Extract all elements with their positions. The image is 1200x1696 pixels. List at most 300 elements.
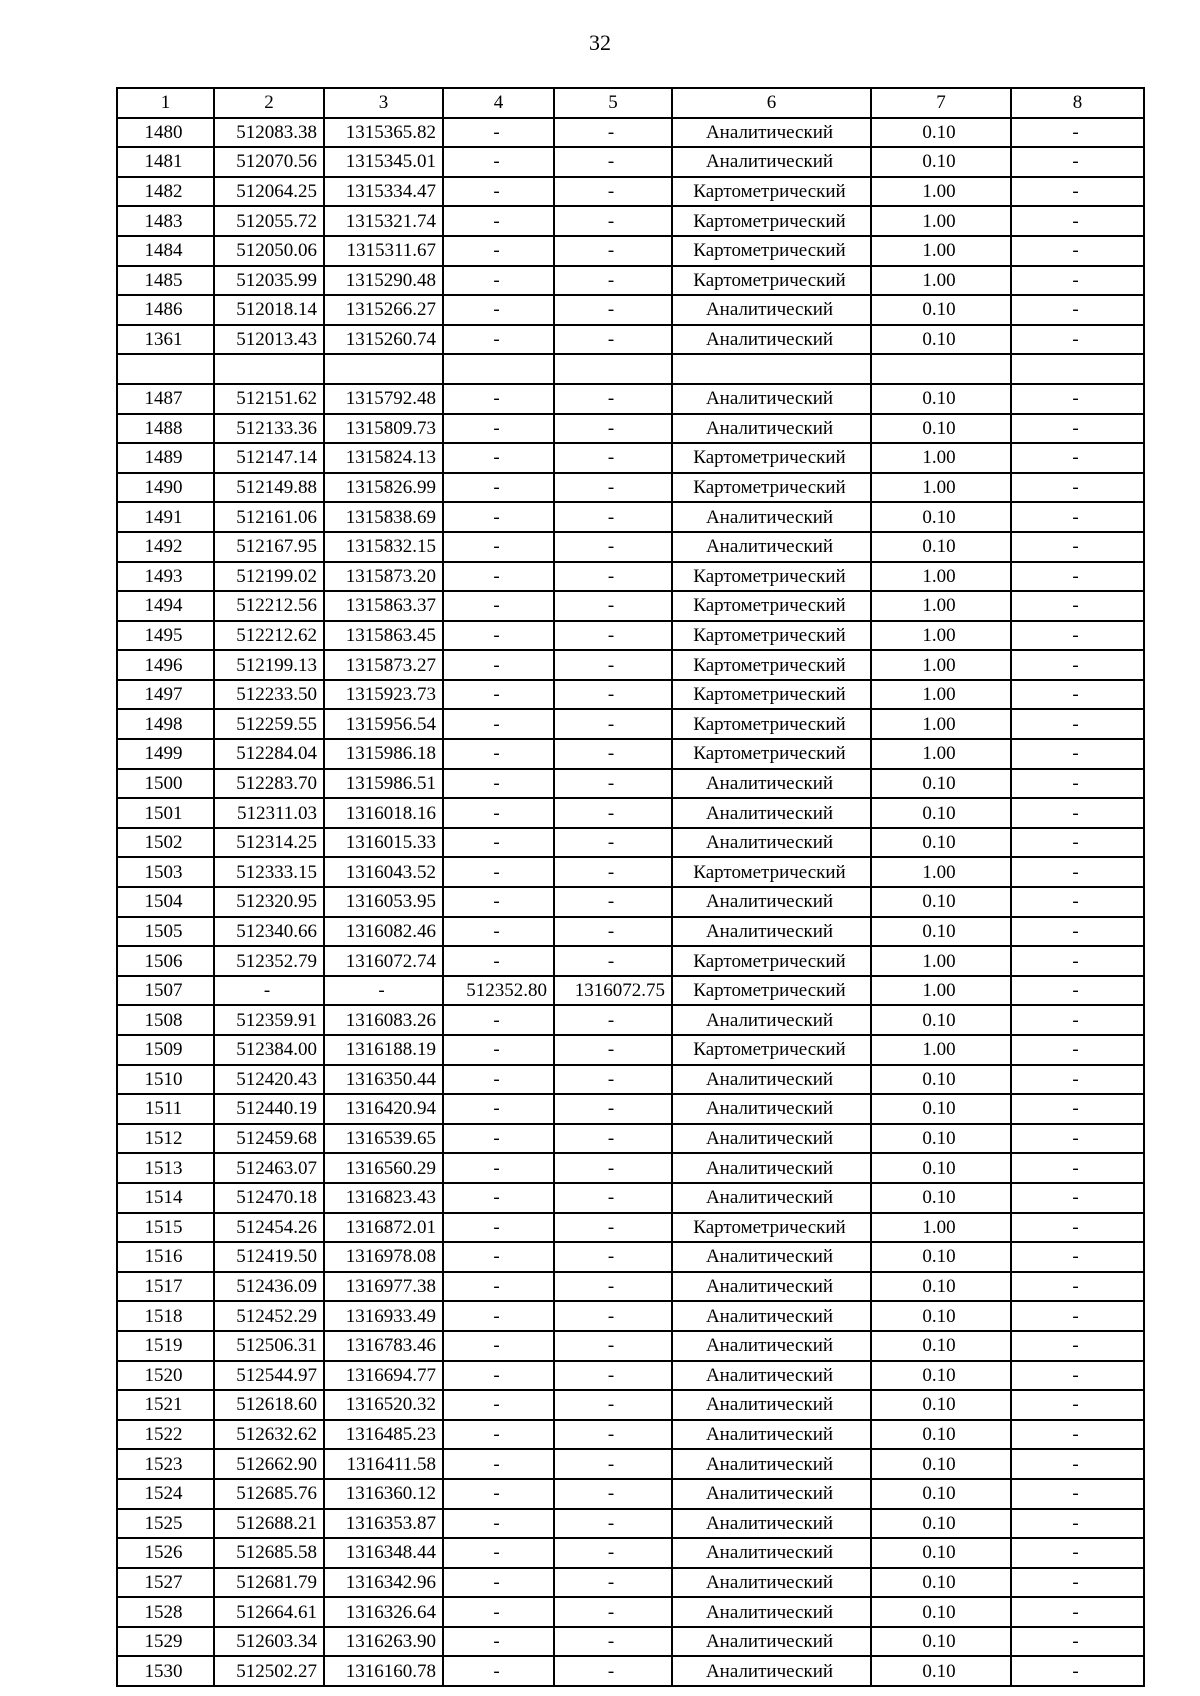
point-number-cell: 1512 bbox=[117, 1124, 214, 1154]
column-header: 8 bbox=[1011, 88, 1144, 118]
y-coordinate-cell: 1316263.90 bbox=[324, 1627, 443, 1657]
method-cell: Аналитический bbox=[672, 1538, 871, 1568]
point-number-cell: 1507 bbox=[117, 976, 214, 1006]
table-row bbox=[117, 946, 1144, 976]
y-alt-cell: - bbox=[554, 1035, 672, 1065]
y-coordinate-cell: 1316018.16 bbox=[324, 798, 443, 828]
accuracy-cell: 0.10 bbox=[871, 1420, 1011, 1450]
table-row bbox=[117, 532, 1144, 562]
note-cell: - bbox=[1011, 1597, 1144, 1627]
point-number-cell bbox=[117, 354, 214, 384]
x-alt-cell: - bbox=[443, 118, 554, 148]
x-alt-cell: - bbox=[443, 1094, 554, 1124]
method-cell: Аналитический bbox=[672, 295, 871, 325]
accuracy-cell: 1.00 bbox=[871, 709, 1011, 739]
x-alt-cell: - bbox=[443, 709, 554, 739]
x-alt-cell: - bbox=[443, 1213, 554, 1243]
accuracy-cell: 0.10 bbox=[871, 1094, 1011, 1124]
x-alt-cell: - bbox=[443, 798, 554, 828]
accuracy-cell: 0.10 bbox=[871, 1065, 1011, 1095]
point-number-cell: 1513 bbox=[117, 1153, 214, 1183]
table-row bbox=[117, 236, 1144, 266]
table-row bbox=[117, 414, 1144, 444]
point-number-cell: 1518 bbox=[117, 1301, 214, 1331]
x-coordinate-cell: 512340.66 bbox=[214, 917, 324, 947]
note-cell: - bbox=[1011, 236, 1144, 266]
y-coordinate-cell: 1316342.96 bbox=[324, 1568, 443, 1598]
accuracy-cell: 0.10 bbox=[871, 887, 1011, 917]
x-alt-cell: 512352.80 bbox=[443, 976, 554, 1006]
accuracy-cell: 0.10 bbox=[871, 1568, 1011, 1598]
method-cell: Картометрический bbox=[672, 177, 871, 207]
y-alt-cell: - bbox=[554, 443, 672, 473]
method-cell: Аналитический bbox=[672, 147, 871, 177]
y-alt-cell: - bbox=[554, 798, 672, 828]
table-row bbox=[117, 1124, 1144, 1154]
table-header-row bbox=[117, 88, 1144, 118]
y-alt-cell: - bbox=[554, 1509, 672, 1539]
x-coordinate-cell: 512470.18 bbox=[214, 1183, 324, 1213]
note-cell: - bbox=[1011, 1449, 1144, 1479]
x-coordinate-cell: 512151.62 bbox=[214, 384, 324, 414]
table-row bbox=[117, 976, 1144, 1006]
y-alt-cell: - bbox=[554, 118, 672, 148]
y-coordinate-cell: 1316783.46 bbox=[324, 1331, 443, 1361]
point-number-cell: 1505 bbox=[117, 917, 214, 947]
note-cell: - bbox=[1011, 1213, 1144, 1243]
table-row bbox=[117, 1597, 1144, 1627]
y-alt-cell: - bbox=[554, 206, 672, 236]
note-cell: - bbox=[1011, 591, 1144, 621]
point-number-cell: 1525 bbox=[117, 1509, 214, 1539]
y-alt-cell: - bbox=[554, 709, 672, 739]
point-number-cell: 1494 bbox=[117, 591, 214, 621]
x-alt-cell: - bbox=[443, 1390, 554, 1420]
note-cell: - bbox=[1011, 828, 1144, 858]
x-coordinate-cell: 512463.07 bbox=[214, 1153, 324, 1183]
x-coordinate-cell: 512506.31 bbox=[214, 1331, 324, 1361]
column-header: 4 bbox=[443, 88, 554, 118]
table-row bbox=[117, 177, 1144, 207]
point-number-cell: 1496 bbox=[117, 650, 214, 680]
x-alt-cell: - bbox=[443, 1005, 554, 1035]
x-coordinate-cell: 512502.27 bbox=[214, 1656, 324, 1686]
note-cell: - bbox=[1011, 473, 1144, 503]
point-number-cell: 1511 bbox=[117, 1094, 214, 1124]
method-cell: Аналитический bbox=[672, 798, 871, 828]
note-cell: - bbox=[1011, 1390, 1144, 1420]
y-alt-cell: - bbox=[554, 1242, 672, 1272]
note-cell: - bbox=[1011, 266, 1144, 296]
y-coordinate-cell: 1316977.38 bbox=[324, 1272, 443, 1302]
table-row bbox=[117, 1213, 1144, 1243]
point-number-cell: 1514 bbox=[117, 1183, 214, 1213]
y-alt-cell: - bbox=[554, 325, 672, 355]
note-cell: - bbox=[1011, 1005, 1144, 1035]
column-header: 7 bbox=[871, 88, 1011, 118]
point-number-cell: 1521 bbox=[117, 1390, 214, 1420]
method-cell: Аналитический bbox=[672, 1656, 871, 1686]
x-alt-cell: - bbox=[443, 502, 554, 532]
table-row bbox=[117, 473, 1144, 503]
y-coordinate-cell: 1315321.74 bbox=[324, 206, 443, 236]
note-cell: - bbox=[1011, 1420, 1144, 1450]
column-header: 2 bbox=[214, 88, 324, 118]
method-cell: Картометрический bbox=[672, 946, 871, 976]
x-coordinate-cell: 512352.79 bbox=[214, 946, 324, 976]
x-coordinate-cell: 512359.91 bbox=[214, 1005, 324, 1035]
x-alt-cell: - bbox=[443, 1449, 554, 1479]
accuracy-cell: 1.00 bbox=[871, 236, 1011, 266]
method-cell: Картометрический bbox=[672, 206, 871, 236]
x-coordinate-cell: 512688.21 bbox=[214, 1509, 324, 1539]
y-coordinate-cell: 1316933.49 bbox=[324, 1301, 443, 1331]
y-coordinate-cell: 1316539.65 bbox=[324, 1124, 443, 1154]
method-cell: Аналитический bbox=[672, 1242, 871, 1272]
x-coordinate-cell: 512603.34 bbox=[214, 1627, 324, 1657]
accuracy-cell: 0.10 bbox=[871, 1509, 1011, 1539]
point-number-cell: 1361 bbox=[117, 325, 214, 355]
point-number-cell: 1528 bbox=[117, 1597, 214, 1627]
method-cell: Аналитический bbox=[672, 1094, 871, 1124]
x-alt-cell: - bbox=[443, 1035, 554, 1065]
table-row bbox=[117, 1390, 1144, 1420]
y-coordinate-cell: 1315956.54 bbox=[324, 709, 443, 739]
x-coordinate-cell: 512685.58 bbox=[214, 1538, 324, 1568]
table-row bbox=[117, 295, 1144, 325]
y-alt-cell: - bbox=[554, 1301, 672, 1331]
point-number-cell: 1509 bbox=[117, 1035, 214, 1065]
x-coordinate-cell: 512070.56 bbox=[214, 147, 324, 177]
note-cell: - bbox=[1011, 414, 1144, 444]
column-header: 3 bbox=[324, 88, 443, 118]
table-row bbox=[117, 1183, 1144, 1213]
x-alt-cell: - bbox=[443, 1331, 554, 1361]
y-alt-cell: - bbox=[554, 1361, 672, 1391]
y-coordinate-cell: 1315873.20 bbox=[324, 562, 443, 592]
point-number-cell: 1519 bbox=[117, 1331, 214, 1361]
y-alt-cell: - bbox=[554, 1420, 672, 1450]
y-coordinate-cell: 1316872.01 bbox=[324, 1213, 443, 1243]
accuracy-cell: 1.00 bbox=[871, 443, 1011, 473]
method-cell: Аналитический bbox=[672, 532, 871, 562]
x-alt-cell: - bbox=[443, 680, 554, 710]
y-coordinate-cell: 1315260.74 bbox=[324, 325, 443, 355]
table-body bbox=[117, 118, 1144, 1686]
point-number-cell: 1482 bbox=[117, 177, 214, 207]
accuracy-cell: 0.10 bbox=[871, 1361, 1011, 1391]
y-coordinate-cell: 1315824.13 bbox=[324, 443, 443, 473]
accuracy-cell: 1.00 bbox=[871, 621, 1011, 651]
y-alt-cell: - bbox=[554, 1005, 672, 1035]
y-coordinate-cell: 1315923.73 bbox=[324, 680, 443, 710]
table-row bbox=[117, 680, 1144, 710]
note-cell: - bbox=[1011, 532, 1144, 562]
x-coordinate-cell: 512064.25 bbox=[214, 177, 324, 207]
x-coordinate-cell: 512419.50 bbox=[214, 1242, 324, 1272]
point-number-cell: 1530 bbox=[117, 1656, 214, 1686]
y-alt-cell: - bbox=[554, 1153, 672, 1183]
point-number-cell: 1515 bbox=[117, 1213, 214, 1243]
y-alt-cell: - bbox=[554, 1213, 672, 1243]
x-coordinate-cell bbox=[214, 354, 324, 384]
x-alt-cell: - bbox=[443, 532, 554, 562]
x-alt-cell: - bbox=[443, 1509, 554, 1539]
y-coordinate-cell: 1316053.95 bbox=[324, 887, 443, 917]
point-number-cell: 1500 bbox=[117, 769, 214, 799]
y-alt-cell: - bbox=[554, 147, 672, 177]
x-coordinate-cell: 512283.70 bbox=[214, 769, 324, 799]
note-cell: - bbox=[1011, 946, 1144, 976]
accuracy-cell: 0.10 bbox=[871, 147, 1011, 177]
method-cell: Аналитический bbox=[672, 1509, 871, 1539]
x-alt-cell: - bbox=[443, 295, 554, 325]
x-alt-cell: - bbox=[443, 650, 554, 680]
x-alt-cell: - bbox=[443, 1420, 554, 1450]
coordinates-table bbox=[116, 87, 1145, 1687]
y-coordinate-cell: 1315826.99 bbox=[324, 473, 443, 503]
accuracy-cell: 0.10 bbox=[871, 1390, 1011, 1420]
y-alt-cell: - bbox=[554, 1390, 672, 1420]
method-cell bbox=[672, 354, 871, 384]
note-cell: - bbox=[1011, 1361, 1144, 1391]
x-coordinate-cell: 512320.95 bbox=[214, 887, 324, 917]
y-coordinate-cell bbox=[324, 354, 443, 384]
note-cell: - bbox=[1011, 177, 1144, 207]
y-alt-cell: - bbox=[554, 769, 672, 799]
note-cell: - bbox=[1011, 1242, 1144, 1272]
y-coordinate-cell: 1316082.46 bbox=[324, 917, 443, 947]
note-cell: - bbox=[1011, 384, 1144, 414]
x-coordinate-cell: 512199.13 bbox=[214, 650, 324, 680]
table-row bbox=[117, 917, 1144, 947]
y-alt-cell: - bbox=[554, 680, 672, 710]
y-coordinate-cell: 1315345.01 bbox=[324, 147, 443, 177]
y-coordinate-cell: 1315809.73 bbox=[324, 414, 443, 444]
note-cell: - bbox=[1011, 917, 1144, 947]
method-cell: Аналитический bbox=[672, 118, 871, 148]
table-row bbox=[117, 118, 1144, 148]
table-row bbox=[117, 887, 1144, 917]
x-coordinate-cell: 512259.55 bbox=[214, 709, 324, 739]
point-number-cell: 1486 bbox=[117, 295, 214, 325]
x-alt-cell: - bbox=[443, 1301, 554, 1331]
accuracy-cell: 0.10 bbox=[871, 414, 1011, 444]
accuracy-cell: 0.10 bbox=[871, 1597, 1011, 1627]
method-cell: Аналитический bbox=[672, 1065, 871, 1095]
note-cell: - bbox=[1011, 443, 1144, 473]
table-row bbox=[117, 739, 1144, 769]
y-coordinate-cell: 1316411.58 bbox=[324, 1449, 443, 1479]
point-number-cell: 1480 bbox=[117, 118, 214, 148]
accuracy-cell: 1.00 bbox=[871, 177, 1011, 207]
method-cell: Картометрический bbox=[672, 976, 871, 1006]
table-row bbox=[117, 562, 1144, 592]
y-alt-cell: - bbox=[554, 414, 672, 444]
point-number-cell: 1508 bbox=[117, 1005, 214, 1035]
table-row bbox=[117, 1065, 1144, 1095]
y-alt-cell: - bbox=[554, 1538, 672, 1568]
x-alt-cell: - bbox=[443, 1153, 554, 1183]
x-coordinate-cell: 512149.88 bbox=[214, 473, 324, 503]
note-cell: - bbox=[1011, 1124, 1144, 1154]
y-alt-cell: - bbox=[554, 1331, 672, 1361]
table-row bbox=[117, 206, 1144, 236]
accuracy-cell: 1.00 bbox=[871, 591, 1011, 621]
point-number-cell: 1524 bbox=[117, 1479, 214, 1509]
accuracy-cell: 1.00 bbox=[871, 857, 1011, 887]
x-coordinate-cell: 512420.43 bbox=[214, 1065, 324, 1095]
x-coordinate-cell: 512233.50 bbox=[214, 680, 324, 710]
note-cell: - bbox=[1011, 1479, 1144, 1509]
x-coordinate-cell: 512384.00 bbox=[214, 1035, 324, 1065]
x-alt-cell: - bbox=[443, 887, 554, 917]
point-number-cell: 1504 bbox=[117, 887, 214, 917]
table-row bbox=[117, 443, 1144, 473]
point-number-cell: 1497 bbox=[117, 680, 214, 710]
y-coordinate-cell: 1315334.47 bbox=[324, 177, 443, 207]
accuracy-cell: 0.10 bbox=[871, 1656, 1011, 1686]
y-coordinate-cell: 1315365.82 bbox=[324, 118, 443, 148]
x-coordinate-cell: 512212.62 bbox=[214, 621, 324, 651]
accuracy-cell: 0.10 bbox=[871, 118, 1011, 148]
point-number-cell: 1484 bbox=[117, 236, 214, 266]
note-cell: - bbox=[1011, 1301, 1144, 1331]
method-cell: Аналитический bbox=[672, 1272, 871, 1302]
point-number-cell: 1481 bbox=[117, 147, 214, 177]
point-number-cell: 1490 bbox=[117, 473, 214, 503]
table-row bbox=[117, 1331, 1144, 1361]
x-coordinate-cell: 512333.15 bbox=[214, 857, 324, 887]
y-alt-cell: - bbox=[554, 295, 672, 325]
note-cell: - bbox=[1011, 502, 1144, 532]
table-row bbox=[117, 1153, 1144, 1183]
page-number: 32 bbox=[589, 30, 611, 55]
x-alt-cell: - bbox=[443, 857, 554, 887]
y-alt-cell: - bbox=[554, 384, 672, 414]
x-coordinate-cell: 512167.95 bbox=[214, 532, 324, 562]
note-cell: - bbox=[1011, 739, 1144, 769]
method-cell: Аналитический bbox=[672, 769, 871, 799]
note-cell: - bbox=[1011, 1094, 1144, 1124]
x-coordinate-cell: 512147.14 bbox=[214, 443, 324, 473]
x-coordinate-cell: - bbox=[214, 976, 324, 1006]
y-coordinate-cell: 1316560.29 bbox=[324, 1153, 443, 1183]
point-number-cell: 1488 bbox=[117, 414, 214, 444]
x-coordinate-cell: 512459.68 bbox=[214, 1124, 324, 1154]
accuracy-cell: 0.10 bbox=[871, 384, 1011, 414]
note-cell: - bbox=[1011, 206, 1144, 236]
accuracy-cell: 1.00 bbox=[871, 946, 1011, 976]
x-alt-cell: - bbox=[443, 1242, 554, 1272]
accuracy-cell: 0.10 bbox=[871, 1301, 1011, 1331]
x-coordinate-cell: 512664.61 bbox=[214, 1597, 324, 1627]
y-alt-cell: - bbox=[554, 887, 672, 917]
accuracy-cell: 1.00 bbox=[871, 680, 1011, 710]
x-alt-cell: - bbox=[443, 1183, 554, 1213]
column-header: 1 bbox=[117, 88, 214, 118]
method-cell: Аналитический bbox=[672, 1153, 871, 1183]
y-alt-cell: - bbox=[554, 828, 672, 858]
y-coordinate-cell: 1316348.44 bbox=[324, 1538, 443, 1568]
method-cell: Аналитический bbox=[672, 1390, 871, 1420]
y-alt-cell: - bbox=[554, 946, 672, 976]
y-coordinate-cell: 1316520.32 bbox=[324, 1390, 443, 1420]
table-row bbox=[117, 1361, 1144, 1391]
table-row bbox=[117, 621, 1144, 651]
note-cell bbox=[1011, 354, 1144, 384]
accuracy-cell: 1.00 bbox=[871, 1035, 1011, 1065]
y-alt-cell: - bbox=[554, 532, 672, 562]
method-cell: Картометрический bbox=[672, 443, 871, 473]
point-number-cell: 1495 bbox=[117, 621, 214, 651]
y-coordinate-cell: 1316015.33 bbox=[324, 828, 443, 858]
y-coordinate-cell: 1315290.48 bbox=[324, 266, 443, 296]
x-alt-cell: - bbox=[443, 739, 554, 769]
x-alt-cell: - bbox=[443, 147, 554, 177]
y-coordinate-cell: 1316694.77 bbox=[324, 1361, 443, 1391]
y-coordinate-cell: 1316043.52 bbox=[324, 857, 443, 887]
y-coordinate-cell: 1316353.87 bbox=[324, 1509, 443, 1539]
x-alt-cell: - bbox=[443, 769, 554, 799]
x-alt-cell: - bbox=[443, 1597, 554, 1627]
y-alt-cell: - bbox=[554, 1094, 672, 1124]
x-alt-cell bbox=[443, 354, 554, 384]
note-cell: - bbox=[1011, 1656, 1144, 1686]
accuracy-cell bbox=[871, 354, 1011, 384]
method-cell: Аналитический bbox=[672, 1183, 871, 1213]
table-row bbox=[117, 857, 1144, 887]
x-alt-cell: - bbox=[443, 1538, 554, 1568]
point-number-cell: 1502 bbox=[117, 828, 214, 858]
note-cell: - bbox=[1011, 976, 1144, 1006]
y-alt-cell: - bbox=[554, 1183, 672, 1213]
x-coordinate-cell: 512035.99 bbox=[214, 266, 324, 296]
table-row bbox=[117, 1301, 1144, 1331]
method-cell: Картометрический bbox=[672, 236, 871, 266]
y-alt-cell: - bbox=[554, 1065, 672, 1095]
accuracy-cell: 0.10 bbox=[871, 1242, 1011, 1272]
method-cell: Картометрический bbox=[672, 650, 871, 680]
note-cell: - bbox=[1011, 1331, 1144, 1361]
method-cell: Аналитический bbox=[672, 828, 871, 858]
note-cell: - bbox=[1011, 857, 1144, 887]
method-cell: Аналитический bbox=[672, 1479, 871, 1509]
note-cell: - bbox=[1011, 1035, 1144, 1065]
accuracy-cell: 0.10 bbox=[871, 1005, 1011, 1035]
x-alt-cell: - bbox=[443, 1361, 554, 1391]
y-alt-cell: - bbox=[554, 1449, 672, 1479]
note-cell: - bbox=[1011, 1509, 1144, 1539]
note-cell: - bbox=[1011, 709, 1144, 739]
x-alt-cell: - bbox=[443, 562, 554, 592]
method-cell: Картометрический bbox=[672, 473, 871, 503]
accuracy-cell: 0.10 bbox=[871, 1331, 1011, 1361]
accuracy-cell: 0.10 bbox=[871, 1183, 1011, 1213]
x-coordinate-cell: 512685.76 bbox=[214, 1479, 324, 1509]
x-alt-cell: - bbox=[443, 325, 554, 355]
point-number-cell: 1493 bbox=[117, 562, 214, 592]
point-number-cell: 1523 bbox=[117, 1449, 214, 1479]
accuracy-cell: 1.00 bbox=[871, 1213, 1011, 1243]
accuracy-cell: 0.10 bbox=[871, 798, 1011, 828]
x-coordinate-cell: 512440.19 bbox=[214, 1094, 324, 1124]
note-cell: - bbox=[1011, 295, 1144, 325]
method-cell: Аналитический bbox=[672, 384, 871, 414]
x-alt-cell: - bbox=[443, 473, 554, 503]
table-row bbox=[117, 325, 1144, 355]
note-cell: - bbox=[1011, 1183, 1144, 1213]
